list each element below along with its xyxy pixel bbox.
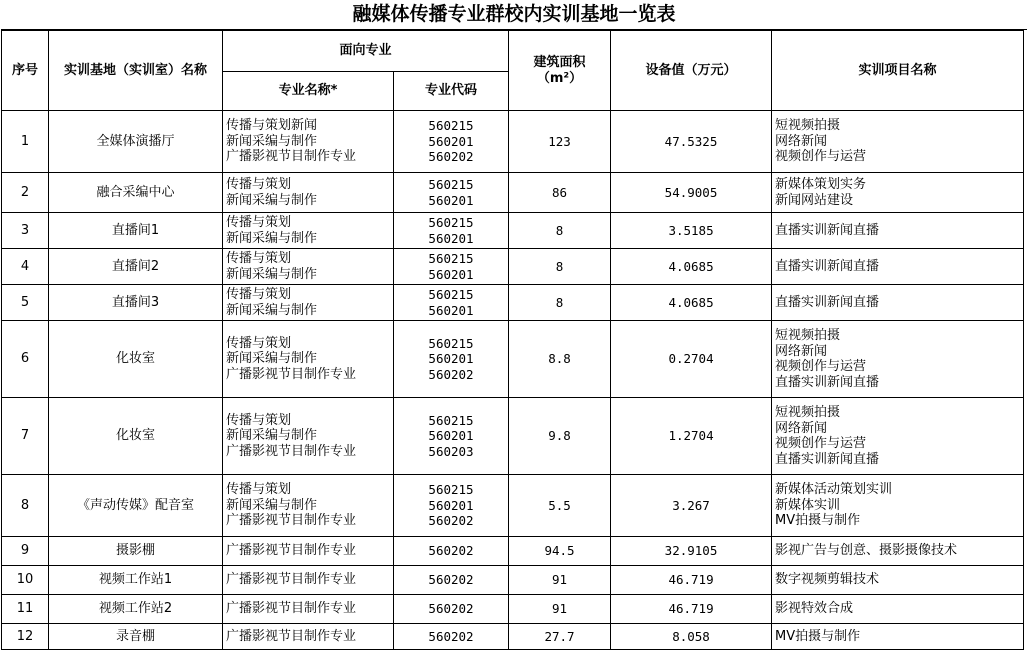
- major-code-cell: [394, 595, 509, 624]
- projects-cell: [772, 398, 1024, 475]
- equipment-value-cell: 1.2704: [611, 398, 772, 475]
- major-name-cell: [223, 249, 394, 285]
- table-row: [2, 566, 1024, 595]
- major-code: 560215: [428, 482, 474, 498]
- header-major-code: 专业代码: [394, 72, 509, 111]
- project-name: 影视广告与创意、摄影摄像技术: [775, 543, 958, 559]
- major-name-cell: [223, 398, 394, 475]
- major-name: 广播影视节目制作专业: [226, 543, 357, 559]
- major-name: 新闻采编与制作: [226, 133, 318, 149]
- major-name-cell: [223, 111, 394, 173]
- major-name: 广播影视节目制作专业: [226, 443, 357, 459]
- major-code-cell: [394, 213, 509, 249]
- major-name: 广播影视节目制作专业: [226, 513, 357, 529]
- major-name: 广播影视节目制作专业: [226, 628, 357, 644]
- major-code: 560202: [428, 601, 474, 617]
- table-row: [2, 624, 1024, 650]
- projects-cell: [772, 173, 1024, 213]
- major-name: 新闻采编与制作: [226, 351, 318, 367]
- area-cell: 9.8: [509, 398, 611, 475]
- major-code: 560215: [428, 177, 474, 192]
- base-name-cell: 化妆室: [49, 321, 223, 398]
- projects-cell: [772, 213, 1024, 249]
- seq-cell: 12: [2, 624, 49, 650]
- major-code: 560201: [428, 428, 474, 444]
- base-name-cell: 直播间1: [49, 213, 223, 249]
- major-code: 560202: [428, 543, 474, 559]
- area-cell: 91: [509, 595, 611, 624]
- project-name: 直播实训新闻直播: [775, 451, 880, 467]
- project-name: 视频创作与运营: [775, 359, 867, 374]
- training-base-table: [1, 30, 1024, 650]
- project-name: 视频创作与运营: [775, 436, 867, 451]
- seq-cell: 6: [2, 321, 49, 398]
- project-name: MV拍摄与制作: [775, 628, 861, 644]
- major-name: 新闻采编与制作: [226, 302, 318, 318]
- table-row: [2, 398, 1024, 475]
- area-cell: 123: [509, 111, 611, 173]
- major-code-cell: [394, 321, 509, 398]
- project-name: MV拍摄与制作: [775, 513, 861, 529]
- base-name-cell: 摄影棚: [49, 537, 223, 566]
- major-code: 560202: [428, 366, 474, 382]
- major-code: 560201: [428, 133, 474, 149]
- project-name: 直播实训新闻直播: [775, 258, 880, 274]
- seq-cell: 4: [2, 249, 49, 285]
- equipment-value-cell: 3.5185: [611, 213, 772, 249]
- major-name: 传播与策划新闻: [226, 118, 318, 134]
- equipment-value-cell: 46.719: [611, 595, 772, 624]
- table-row: [2, 321, 1024, 398]
- major-name: 传播与策划: [226, 251, 292, 266]
- area-cell: 5.5: [509, 475, 611, 537]
- major-code-cell: [394, 111, 509, 173]
- project-name: 新闻网站建设: [775, 192, 854, 208]
- major-code-cell: [394, 475, 509, 537]
- equipment-value-cell: 54.9005: [611, 173, 772, 213]
- major-name: 传播与策划: [226, 412, 292, 428]
- projects-cell: [772, 624, 1024, 650]
- project-name: 新媒体活动策划实训: [775, 482, 893, 498]
- area-cell: 8: [509, 213, 611, 249]
- seq-cell: 1: [2, 111, 49, 173]
- table-row: [2, 173, 1024, 213]
- project-name: 直播实训新闻直播: [775, 294, 880, 310]
- major-name: 传播与策划: [226, 335, 292, 351]
- major-name: 广播影视节目制作专业: [226, 149, 357, 165]
- project-name: 直播实训新闻直播: [775, 374, 880, 390]
- project-name: 短视频拍摄: [775, 328, 841, 343]
- major-code: 560202: [428, 572, 474, 588]
- major-code: 560201: [428, 230, 474, 246]
- major-code-cell: [394, 398, 509, 475]
- table-row: [2, 537, 1024, 566]
- major-name-cell: [223, 595, 394, 624]
- major-name: 传播与策划: [226, 177, 292, 192]
- base-name-cell: 融合采编中心: [49, 173, 223, 213]
- major-name: 新闻采编与制作: [226, 428, 318, 444]
- equipment-value-cell: 32.9105: [611, 537, 772, 566]
- major-name: 传播与策划: [226, 482, 292, 498]
- major-name: 新闻采编与制作: [226, 266, 318, 282]
- major-code: 560201: [428, 266, 474, 282]
- project-name: 网络新闻: [775, 133, 828, 149]
- header-area-text: 建筑面积（m²）: [533, 55, 586, 86]
- project-name: 直播实训新闻直播: [775, 222, 880, 238]
- major-code: 560215: [428, 251, 474, 266]
- major-code: 560201: [428, 497, 474, 513]
- seq-cell: 7: [2, 398, 49, 475]
- header-equipment: 设备值（万元）: [611, 31, 772, 111]
- header-major-name: 专业名称*: [223, 72, 394, 111]
- area-cell: 8: [509, 249, 611, 285]
- seq-cell: 8: [2, 475, 49, 537]
- major-code: 560202: [428, 149, 474, 165]
- table-row: [2, 249, 1024, 285]
- major-code: 560202: [428, 628, 474, 644]
- base-name-cell: 直播间3: [49, 285, 223, 321]
- base-name-cell: 全媒体演播厅: [49, 111, 223, 173]
- major-name-cell: [223, 624, 394, 650]
- major-name-cell: [223, 475, 394, 537]
- header-base-name: 实训基地（实训室）名称: [49, 31, 223, 111]
- area-cell: 94.5: [509, 537, 611, 566]
- base-name-cell: 《声动传媒》配音室: [49, 475, 223, 537]
- table-body: [2, 111, 1024, 650]
- projects-cell: [772, 111, 1024, 173]
- major-code-cell: [394, 285, 509, 321]
- major-code: 560215: [428, 215, 474, 230]
- major-name-cell: [223, 321, 394, 398]
- seq-cell: 5: [2, 285, 49, 321]
- projects-cell: [772, 285, 1024, 321]
- major-code: 560215: [428, 412, 474, 428]
- project-name: 短视频拍摄: [775, 405, 841, 420]
- project-name: 视频创作与运营: [775, 149, 867, 165]
- major-code: 560201: [428, 351, 474, 367]
- equipment-value-cell: 8.058: [611, 624, 772, 650]
- header-area: [509, 31, 611, 111]
- major-code-cell: [394, 566, 509, 595]
- major-name-cell: [223, 173, 394, 213]
- major-name: 广播影视节目制作专业: [226, 601, 357, 617]
- major-name: 新闻采编与制作: [226, 497, 318, 513]
- major-code-cell: [394, 624, 509, 650]
- header-projects: 实训项目名称: [772, 31, 1024, 111]
- projects-cell: [772, 595, 1024, 624]
- major-name: 新闻采编与制作: [226, 230, 318, 246]
- seq-cell: 11: [2, 595, 49, 624]
- major-name: 传播与策划: [226, 215, 292, 230]
- project-name: 网络新闻: [775, 343, 828, 359]
- major-name: 广播影视节目制作专业: [226, 366, 357, 382]
- base-name-cell: 视频工作站2: [49, 595, 223, 624]
- area-cell: 8: [509, 285, 611, 321]
- base-name-cell: 化妆室: [49, 398, 223, 475]
- major-code-cell: [394, 173, 509, 213]
- area-cell: 8.8: [509, 321, 611, 398]
- base-name-cell: 直播间2: [49, 249, 223, 285]
- table-row: [2, 475, 1024, 537]
- major-code: 560215: [428, 287, 474, 302]
- seq-cell: 2: [2, 173, 49, 213]
- project-name: 数字视频剪辑技术: [775, 572, 880, 588]
- major-code: 560201: [428, 302, 474, 318]
- projects-cell: [772, 321, 1024, 398]
- major-name: 传播与策划: [226, 287, 292, 302]
- equipment-value-cell: 47.5325: [611, 111, 772, 173]
- seq-cell: 10: [2, 566, 49, 595]
- project-name: 影视特效合成: [775, 601, 854, 617]
- major-code: 560203: [428, 443, 474, 459]
- area-cell: 27.7: [509, 624, 611, 650]
- area-cell: 86: [509, 173, 611, 213]
- seq-cell: 9: [2, 537, 49, 566]
- equipment-value-cell: 46.719: [611, 566, 772, 595]
- equipment-value-cell: 3.267: [611, 475, 772, 537]
- table-title: 融媒体传播专业群校内实训基地一览表: [1, 0, 1027, 30]
- equipment-value-cell: 4.0685: [611, 285, 772, 321]
- major-code: 560201: [428, 192, 474, 208]
- header-seq: 序号: [2, 31, 49, 111]
- major-code-cell: [394, 249, 509, 285]
- major-code-cell: [394, 537, 509, 566]
- major-name-cell: [223, 566, 394, 595]
- equipment-value-cell: 4.0685: [611, 249, 772, 285]
- table-row: [2, 595, 1024, 624]
- projects-cell: [772, 475, 1024, 537]
- table-row: [2, 213, 1024, 249]
- base-name-cell: 录音棚: [49, 624, 223, 650]
- table-row: [2, 111, 1024, 173]
- project-name: 新媒体实训: [775, 497, 841, 513]
- projects-cell: [772, 537, 1024, 566]
- equipment-value-cell: 0.2704: [611, 321, 772, 398]
- project-name: 网络新闻: [775, 420, 828, 436]
- major-name: 广播影视节目制作专业: [226, 572, 357, 588]
- area-cell: 91: [509, 566, 611, 595]
- seq-cell: 3: [2, 213, 49, 249]
- major-code: 560215: [428, 335, 474, 351]
- header-major-group: 面向专业: [223, 31, 509, 72]
- major-name-cell: [223, 537, 394, 566]
- major-code: 560215: [428, 118, 474, 134]
- project-name: 短视频拍摄: [775, 118, 841, 134]
- projects-cell: [772, 249, 1024, 285]
- major-name: 新闻采编与制作: [226, 192, 318, 208]
- major-code: 560202: [428, 513, 474, 529]
- major-name-cell: [223, 285, 394, 321]
- projects-cell: [772, 566, 1024, 595]
- project-name: 新媒体策划实务: [775, 177, 867, 192]
- base-name-cell: 视频工作站1: [49, 566, 223, 595]
- major-name-cell: [223, 213, 394, 249]
- table-row: [2, 285, 1024, 321]
